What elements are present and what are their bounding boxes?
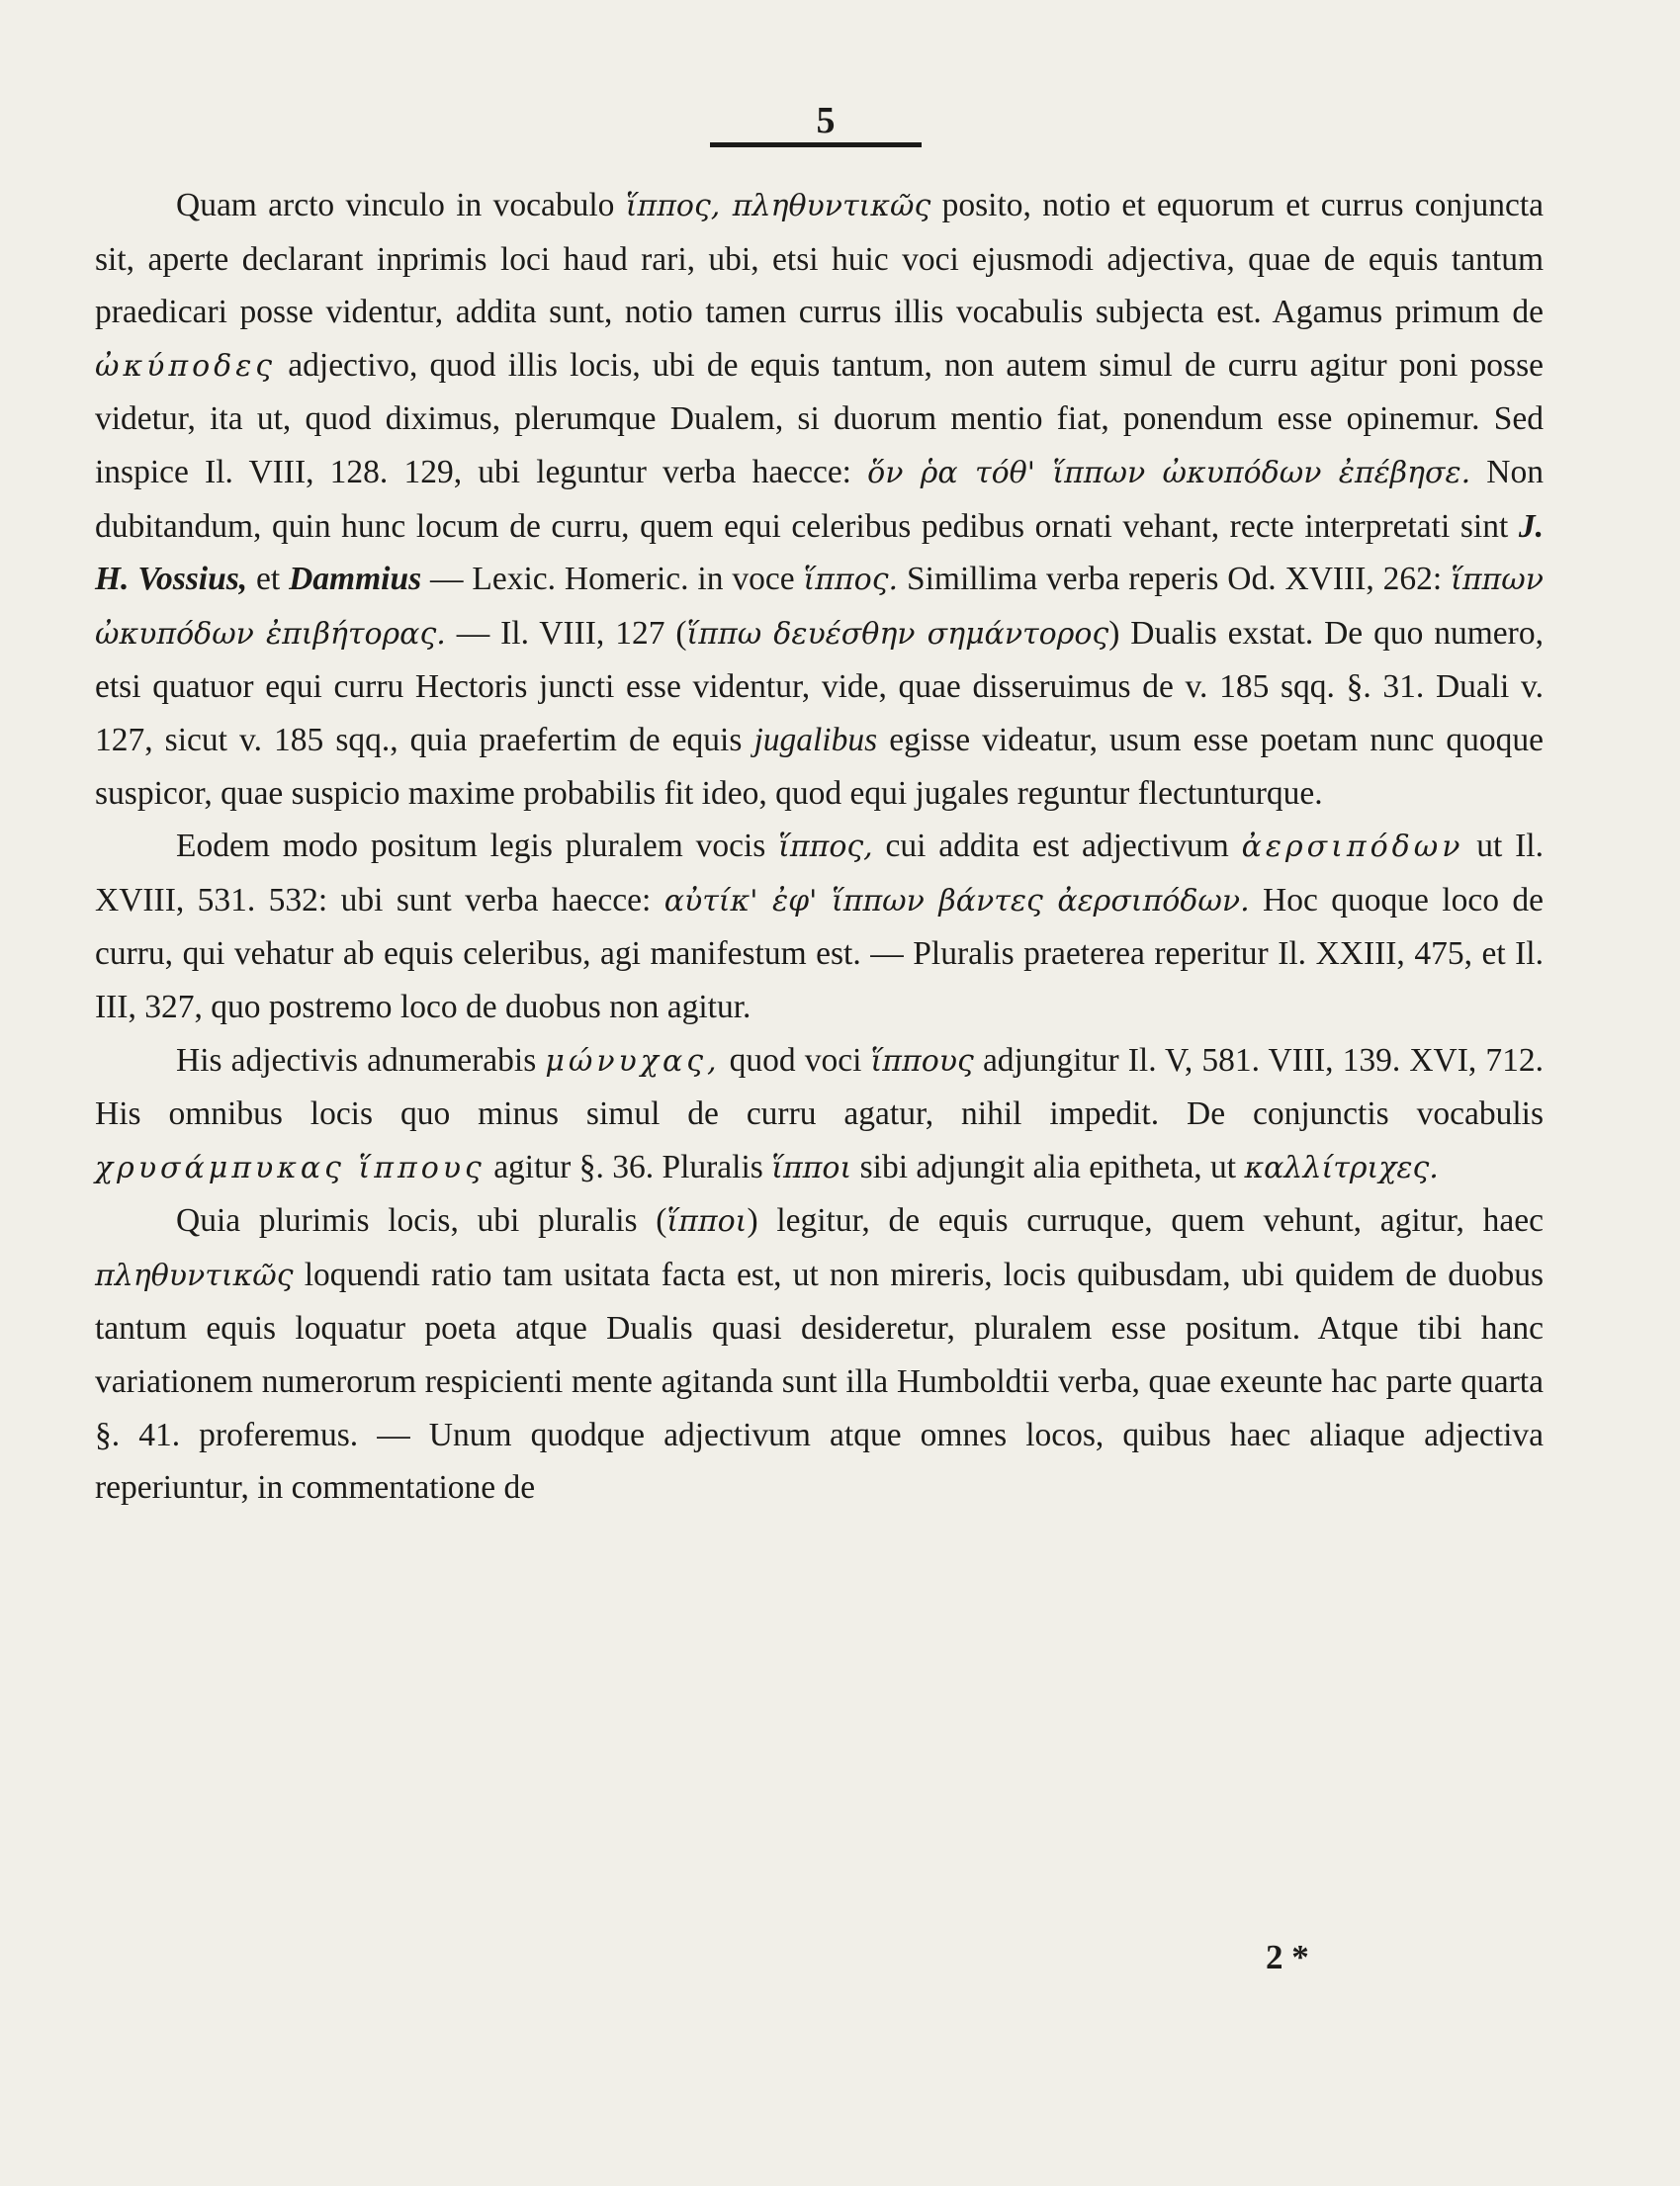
text-run: Quam arcto vinculo in vocabulo [176,187,626,223]
greek-quote: ἵππω δευέσθην σημάντορος [686,616,1109,652]
text-run: Hoc quoque loco de curru, qui vehatur ab equis celeribus, agi manifestum est. — Pluralis praeterea reperitur Il. XXIII, 475, et Il. III, 327, quo postremo loco de duobus non agitur. [95,881,1544,1025]
text-run: adjungitur Il. V, 581. VIII, 139. XVI, 712. His omnibus locis quo minus simul de curru agatur, nihil impedit. De conjunctis vocabulis [95,1041,1544,1133]
text-run: ) legitur, de equis curruque, quem vehunt, agitur, haec [747,1202,1544,1240]
greek-term: ἵππος, [778,830,873,865]
greek-quote: ἵππων ὠκυπόδων ἐπιβήτορας. [95,563,1544,652]
greek-term: καλλίτριχες. [1244,1150,1439,1185]
paragraph-4 [95,1194,1544,1515]
text-run: — Lexic. Homeric. in voce [421,561,804,598]
greek-term: ἀερσιπόδων [1241,830,1464,865]
text-run: adjectivo, quod illis locis, ubi de equis tantum, non autem simul de curru agitur poni posse videtur, ita ut, quod diximus, plerumque Dualem, si duorum mentio fiat, ponendum esse opinemur. Sed inspice Il. VIII, 128. 129, ubi leguntur verba haecce: [95,346,1544,490]
greek-term: μώνυχας, [545,1043,721,1079]
greek-term: ἵππους [870,1043,974,1079]
text-run: Non dubitandum, quin hunc locum de curru, quem equi celeribus pedibus ornati vehant, recte interpretati sint [95,453,1545,545]
greek-term: ὠκύποδες [95,348,277,384]
text-run: agitur §. 36. Pluralis [485,1148,772,1185]
text-run: egisse videatur, usum esse poetam nunc quoque suspicor, quae suspicio maxime probabilis fit ideo, quod equi jugales reguntur flectunturque. [95,721,1544,812]
paragraph-3 [95,1034,1544,1195]
text-run: Simillima verba reperis Od. XVIII, 262: [898,561,1452,598]
signature-mark: 2 * [1266,1938,1309,1976]
paragraph-2 [95,820,1544,1033]
emphasis-word: jugalibus [753,721,878,758]
text-run: His adjectivis adnumerabis [176,1041,546,1079]
text-run: Quia plurimis locis, ubi pluralis ( [176,1202,667,1240]
text-run: ) Dualis exstat. De quo numero, etsi quatuor equi curru Hectoris juncti esse videntur, vide, quae disseruimus de v. 185 sqq. §. 31. Duali v. 127, sicut v. 185 sqq., quia praefertim de equis [95,614,1544,758]
page-number: 5 [816,100,836,141]
author-name: Dammius [289,561,422,598]
text-run: — Il. VIII, 127 ( [445,614,687,652]
main-text [95,179,1544,1515]
greek-term: ἵππος, πληθυντικῶς [625,189,931,223]
text-run: cui addita est adjectivum [872,828,1242,865]
greek-term: ἵπποι [666,1204,748,1240]
greek-term: χρυσάμπυκας ἵππους [95,1150,486,1185]
text-run: quod voci [720,1041,871,1079]
author-name: J. H. Vossius, [95,507,1544,598]
greek-term: ἵππος. [803,563,899,598]
greek-term: ἵπποι [771,1150,852,1185]
text-run: ut Il. XVIII, 531. 532: ubi sunt verba haecce: [95,828,1544,918]
text-run: sibi adjungit alia epitheta, ut [851,1148,1245,1185]
text-run: loquendi ratio tam usitata facta est, ut non mireris, locis quibusdam, ubi quidem de duobus tantum equis loquatur poeta atque Dualis quasi desideretur, pluralem esse positum. Atque tibi hanc variationem numerorum respicienti mente agitanda sunt illa Humboldtii verba, quae exeunte hac parte quarta §. 41. proferemus. — Unum quodque adjectivum atque omnes locos, quibus haec aliaque adjectiva reperiuntur, in commentatione de [95,1256,1544,1507]
text-run: posito, notio et equorum et currus conjuncta sit, aperte declarant inprimis loci haud rari, ubi, etsi huic voci ejusmodi adjectiva, quae de equis tantum praedicari posse videntur, addita sunt, notio tamen currus illis vocabulis subjecta est. Agamus primum de [95,187,1545,331]
greek-term: πληθυντικῶς [95,1258,294,1293]
header-rule [710,142,922,147]
text-run: et [247,561,290,598]
greek-quote: αὐτίκ' ἐφ' ἵππων βάντες ἀερσιπόδων. [663,883,1250,918]
paragraph-1 [95,179,1544,820]
greek-quote: ὅν ῥα τόθ' ἵππων ὠκυπόδων ἐπέβησε. [867,455,1471,490]
text-run: Eodem modo positum legis pluralem vocis [176,828,779,865]
